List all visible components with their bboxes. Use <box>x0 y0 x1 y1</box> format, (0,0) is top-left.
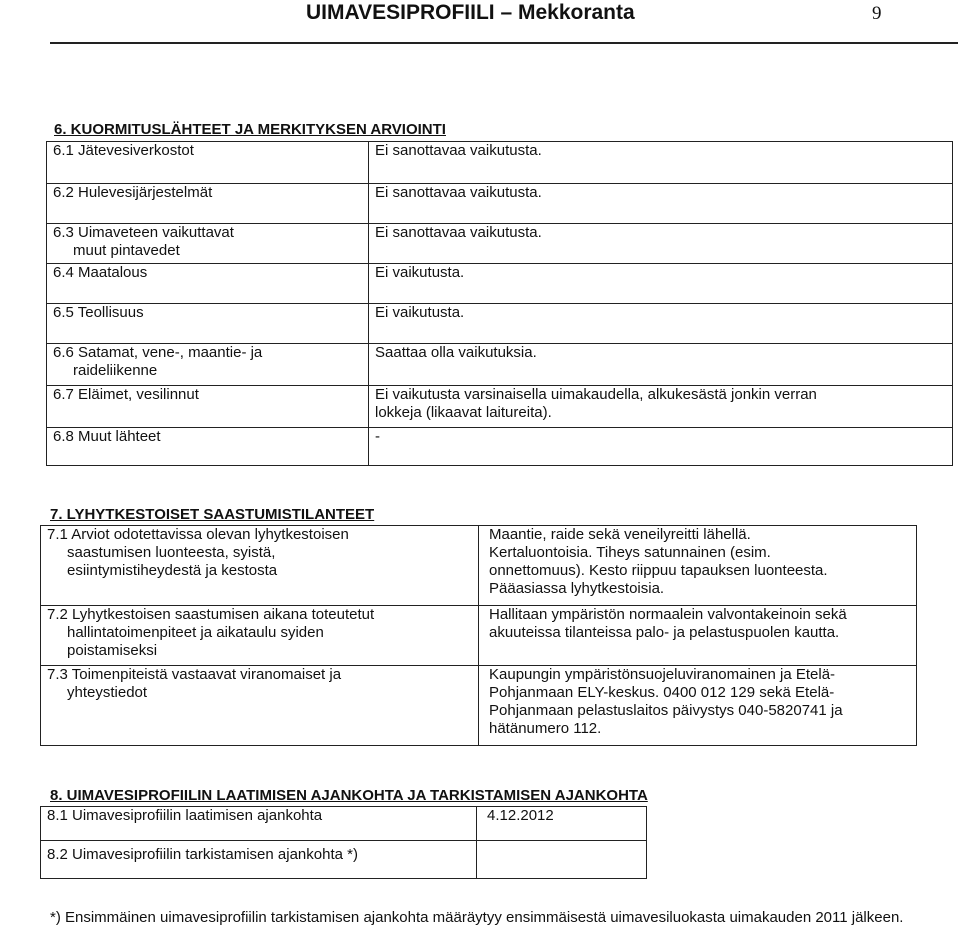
row-label-continued: muut pintavedet <box>73 242 180 259</box>
row-label: 6.8 Muut lähteet <box>53 428 161 445</box>
section-8-heading: 8. UIMAVESIPROFIILIN LAATIMISEN AJANKOHTA JA TARKISTAMISEN AJANKOHTA <box>50 787 648 804</box>
footnote: *) Ensimmäinen uimavesiprofiilin tarkistamisen ajankohta määräytyy ensimmäisestä uimavesiluokasta uimakauden 2011 jälkeen. <box>50 909 904 926</box>
row-label-continued: esiintymistiheydestä ja kestosta <box>67 562 278 579</box>
table-row <box>47 184 953 224</box>
table-row <box>47 386 953 428</box>
row-value: - <box>375 428 380 445</box>
row-value: Saattaa olla vaikutuksia. <box>375 344 537 361</box>
row-label: 6.7 Eläimet, vesilinnut <box>53 386 199 403</box>
table-row <box>47 224 953 264</box>
row-value: Ei vaikutusta. <box>375 304 465 321</box>
table-row <box>41 807 647 841</box>
table-row <box>41 666 917 746</box>
row-label: 6.1 Jätevesiverkostot <box>53 142 194 159</box>
row-value-line: Hallitaan ympäristön normaalein valvontakeinoin sekä <box>489 606 847 623</box>
row-label: 6.2 Hulevesijärjestelmät <box>53 184 213 201</box>
row-value: Ei vaikutusta. <box>375 264 465 281</box>
row-value: Ei sanottavaa vaikutusta. <box>375 142 542 159</box>
row-value-line: onnettomuus). Kesto riippuu tapauksen luonteesta. <box>489 562 828 579</box>
row-label-continued: hallintatoimenpiteet ja aikataulu syiden <box>67 624 324 641</box>
row-value-continued: lokkeja (likaavat laitureita). <box>375 404 552 421</box>
section-6-heading: 6. KUORMITUSLÄHTEET JA MERKITYKSEN ARVIOINTI <box>54 121 446 138</box>
row-label-continued: yhteystiedot <box>67 684 148 701</box>
row-value-line: Maantie, raide sekä veneilyreitti lähellä. <box>489 526 751 543</box>
row-value-line: Kertaluontoisia. Tiheys satunnainen (esim. <box>489 544 771 561</box>
row-label: 7.1 Arviot odotettavissa olevan lyhytkestoisen <box>47 526 349 543</box>
section-8-table <box>40 806 647 879</box>
section-6-table <box>46 141 953 466</box>
row-label-continued: raideliikenne <box>73 362 158 379</box>
row-label: 6.6 Satamat, vene-, maantie- ja <box>53 344 263 361</box>
table-row <box>41 526 917 606</box>
table-row <box>47 142 953 184</box>
row-value-line: akuuteissa tilanteissa palo- ja pelastuspuolen kautta. <box>489 624 840 641</box>
row-value-line: Pääasiassa lyhytkestoisia. <box>489 580 665 597</box>
table-row <box>47 264 953 304</box>
table-row <box>41 606 917 666</box>
section-7-heading: 7. LYHYTKESTOISET SAASTUMISTILANTEET <box>50 506 375 523</box>
section-7-table <box>40 525 917 746</box>
table-row <box>41 841 647 879</box>
row-value-line: Kaupungin ympäristönsuojeluviranomainen ja Etelä- <box>489 666 836 683</box>
row-label: 6.5 Teollisuus <box>53 304 144 321</box>
row-label: 7.2 Lyhytkestoisen saastumisen aikana toteutetut <box>47 606 375 623</box>
row-value-line: Pohjanmaan pelastuslaitos päivystys 040-5820741 ja <box>489 702 843 719</box>
row-label: 6.4 Maatalous <box>53 264 148 281</box>
page-title: UIMAVESIPROFIILI – Mekkoranta <box>306 1 635 24</box>
row-value: Ei vaikutusta varsinaisella uimakaudella, alkukesästä jonkin verran <box>375 386 817 403</box>
table-row <box>47 344 953 386</box>
row-value-line: Pohjanmaan ELY-keskus. 0400 012 129 sekä Etelä- <box>489 684 835 701</box>
row-label-continued: saastumisen luonteesta, syistä, <box>67 544 276 561</box>
row-label: 6.3 Uimaveteen vaikuttavat <box>53 224 234 241</box>
row-value: Ei sanottavaa vaikutusta. <box>375 184 542 201</box>
row-value: 4.12.2012 <box>487 807 554 824</box>
row-label: 8.1 Uimavesiprofiilin laatimisen ajankohta <box>47 807 323 824</box>
table-row <box>47 304 953 344</box>
row-value: Ei sanottavaa vaikutusta. <box>375 224 542 241</box>
table-row <box>47 428 953 466</box>
row-value-line: hätänumero 112. <box>489 720 602 737</box>
row-label-continued: poistamiseksi <box>67 642 158 659</box>
row-label: 7.3 Toimenpiteistä vastaavat viranomaiset ja <box>47 666 342 683</box>
page-number: 9 <box>872 3 882 24</box>
header-rule <box>50 42 958 44</box>
row-label: 8.2 Uimavesiprofiilin tarkistamisen ajankohta *) <box>47 846 358 863</box>
